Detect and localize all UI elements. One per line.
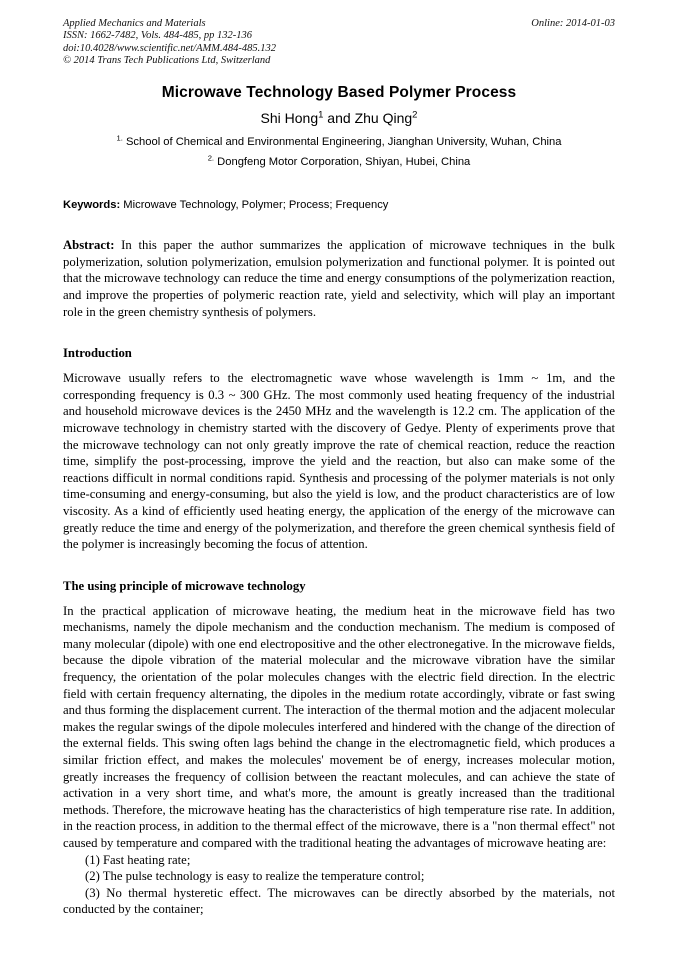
section-paragraph-principle-1: In the practical application of microwave heating, the medium heat in the microwave field has two mechanisms, namely the dipole mechanism and the conduction mechanism. The medium is composed of many molecular (dipole) with one end electropositive and the other electronegative. In the microwave fields, because the dipole vibration of the material molecular and the microwave vibration have the similar frequency, the orientation of the polar molecules changes with the electric field direction. In the electric field with certain frequency alternating, the dipoles in the medium rotate accordingly, vibrate or fast swing and thus forming the displacement current. The interaction of the thermal motion and the adjacent molecular makes the regular swings of the dipole molecules interfered and hindered with the change of the direction of the external fields. This swing often lags behind the change in the electromagnetic field, which produces a similar friction effect, and makes the molecules' movement be of energy, increases molecular motion, greatly increases the frequency of collision between the reactant molecules, and can achieve the state of activation in a very short time, and what's more, the amount is greatly increased than the traditional methods. Therefore, the microwave heating has the characteristics of high temperature rise rate. In addition, in the reaction process, in addition to the thermal effect of the microwave, there is a "non thermal effect" not caused by temperature and compared with the traditional heating the advantages of microwave heating are:: [63, 603, 615, 850]
list-item: (2) The pulse technology is easy to realize the temperature control;: [85, 869, 425, 884]
author-list: [63, 109, 615, 127]
section-heading-introduction: Introduction: [63, 346, 132, 361]
author-affil-marker-2: 2: [412, 109, 418, 121]
list-item: (1) Fast heating rate;: [85, 852, 191, 867]
author-name-1: Shi Hong: [260, 110, 319, 127]
online-date: Online: 2014-01-03: [531, 18, 615, 29]
section-heading-principle: The using principle of microwave technology: [63, 578, 306, 593]
journal-masthead: [63, 0, 615, 67]
advantages-list: [63, 852, 615, 918]
affiliation-text-1: School of Chemical and Environmental Engineering, Jianghan University, Wuhan, China: [122, 136, 562, 149]
keywords-label: Keywords:: [63, 199, 121, 212]
abstract-label: Abstract:: [63, 238, 115, 253]
affiliation-marker-2: 2.: [207, 153, 215, 163]
author-name-2: Zhu Qing: [354, 110, 413, 127]
copyright-line: © 2014 Trans Tech Publications Ltd, Switzerland: [63, 54, 271, 66]
page-title: Microwave Technology Based Polymer Process: [161, 84, 517, 102]
abstract-text: In this paper the author summarizes the application of microwave techniques in the bulk polymerization, solution polymerization, emulsion polymerization and functional polymer. It is pointed out that the microwave technology can reduce the time and energy consumptions of the polymerization reaction, and improve the properties of polymeric reaction rate, yield and selectivity, which will play an important role in the green chemistry synthesis of polymers.: [63, 238, 615, 319]
author-conjunction: and: [323, 110, 355, 127]
journal-name: Applied Mechanics and Materials: [63, 18, 206, 29]
affiliation-marker-1: 1.: [116, 133, 123, 143]
keywords-value: Microwave Technology, Polymer; Process; Frequency: [120, 199, 389, 212]
affiliation-text-2: Dongfeng Motor Corporation, Shiyan, Hubei, China: [214, 156, 471, 169]
affiliation-2: [63, 155, 615, 170]
list-item: (3) No thermal hysteretic effect. The microwaves can be directly absorbed by the materials, not conducted by the container;: [63, 885, 615, 917]
doi-line: doi:10.4028/www.scientific.net/AMM.484-485.132: [63, 42, 276, 54]
abstract-block: [63, 237, 615, 320]
page-content: [63, 0, 615, 918]
affiliation-1: [63, 135, 615, 150]
author-affil-marker-1: 1: [318, 109, 324, 121]
keywords-line: [63, 198, 615, 213]
issn-line: ISSN: 1662-7482, Vols. 484-485, pp 132-136: [63, 30, 252, 42]
section-paragraph-introduction-1: Microwave usually refers to the electromagnetic wave whose wavelength is 1mm ~ 1m, and the corresponding frequency is 0.3 ~ 300 GHz. The most commonly used heating frequency of the industrial and household microwave devices is the 2450 MHz and the wavelength is 12.2 cm. The application of the microwave technology in chemistry started with the discovery of Gedye. Plenty of experiments prove that the microwave technology can not only greatly improve the rate of chemical reaction, reduce the reaction time, simplify the post-processing, improve the yield and the reaction, but also can make some of the reactions difficult in normal conditions rapid. Synthesis and processing of the polymer materials is not only time-consuming and energy-consuming, but also the yield is low, and the product characteristics are of low viscosity. As a kind of efficiently used heating energy, the application of the energy of the microwave can greatly reduce the time and energy of the polymerization, and therefore the green chemical synthesis field of the polymer is increasingly becoming the focus of attention.: [63, 371, 615, 552]
